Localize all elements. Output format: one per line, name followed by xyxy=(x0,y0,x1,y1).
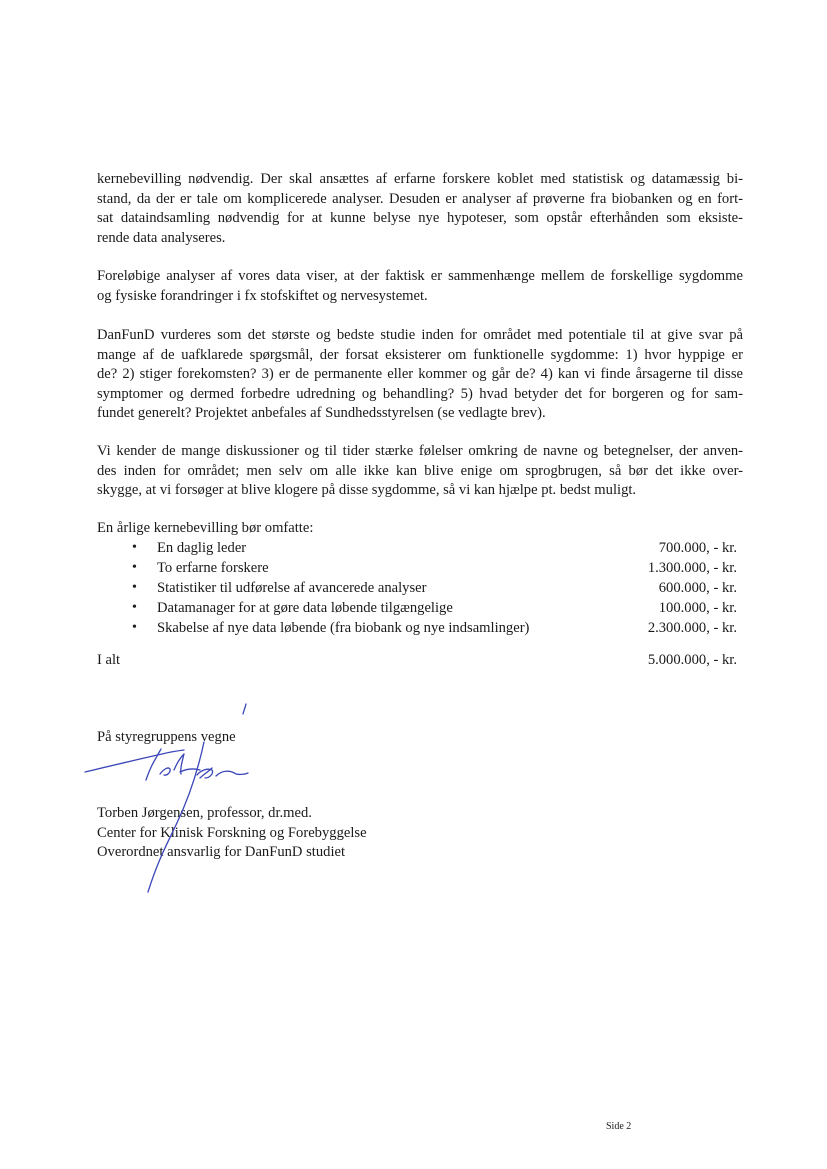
budget-item-amount: 2.300.000, - kr. xyxy=(647,620,737,636)
paragraph-preliminary-analyses xyxy=(97,267,743,306)
total-amount: 5.000.000, - kr. xyxy=(647,652,737,668)
list-item xyxy=(97,539,737,559)
budget-item-amount: 1.300.000, - kr. xyxy=(647,560,737,576)
bullet-icon: • xyxy=(132,580,137,595)
bullet-icon: • xyxy=(132,560,137,575)
text-line: DanFunD vurderes som det største og bedste studie inden for området med potentiale til at give svar på xyxy=(97,327,743,343)
list-item xyxy=(97,559,737,579)
paragraph-funding-need xyxy=(97,170,743,248)
text-line: skygge, at vi forsøger at blive klogere på disse sygdomme, så vi kan hjælpe pt. bedst muligt. xyxy=(97,482,637,498)
budget-intro: En årlige kernebevilling bør omfatte: xyxy=(97,520,314,536)
list-item xyxy=(97,579,737,599)
bullet-icon: • xyxy=(132,540,137,555)
budget-item-label: En daglig leder xyxy=(157,540,247,556)
page-number: Side 2 xyxy=(606,1121,632,1132)
budget-total xyxy=(97,651,737,671)
total-label: I alt xyxy=(97,652,121,668)
handwritten-signature xyxy=(80,700,280,900)
signatory-role: Overordnet ansvarlig for DanFunD studiet xyxy=(97,844,346,860)
text-line: Foreløbige analyser af vores data viser, at der faktisk er sammenhænge mellem de forskellige sygdomme xyxy=(97,268,743,284)
text-line: Vi kender de mange diskussioner og til tider stærke følelser omkring de navne og betegnelser, der anven- xyxy=(97,443,743,459)
bullet-icon: • xyxy=(132,620,137,635)
budget-item-label: To erfarne forskere xyxy=(157,560,269,576)
text-line: stand, da der er tale om komplicerede analyser. Desuden er analyser af prøverne fra biobanken og en fort- xyxy=(97,190,743,207)
text-line: sat dataindsamling nødvendig for at kunne belyse nye hypoteser, som opstår efterhånden som eksiste- xyxy=(97,210,743,226)
text-line: mange af de uafklarede spørgsmål, der forsat eksisterer om funktionelle sygdomme: 1) hvor hyppige er xyxy=(97,346,743,363)
list-item xyxy=(97,619,737,639)
budget-item-label: Datamanager for at gøre data løbende tilgængelige xyxy=(157,600,453,616)
budget-item-label: Statistiker til udførelse af avancerede analyser xyxy=(157,580,427,596)
budget-list xyxy=(97,539,737,639)
signatory-name: Torben Jørgensen, professor, dr.med. xyxy=(97,805,312,821)
paragraph-terminology xyxy=(97,442,743,501)
text-line: kernebevilling nødvendig. Der skal ansættes af erfarne forskere koblet med statistisk og datamæssig bi- xyxy=(97,171,743,187)
text-line: og fysiske forandringer i fx stofskiftet og nervesystemet. xyxy=(97,287,428,304)
text-line: fundet generelt? Projektet anbefales af Sundhedsstyrelsen (se vedlagte brev). xyxy=(97,405,546,421)
text-line: rende data analyseres. xyxy=(97,229,226,246)
text-line: des inden for området; men selv om alle ikke kan blive enige om sprogbrugen, så bør det ikke over- xyxy=(97,462,743,479)
budget-item-amount: 100.000, - kr. xyxy=(658,600,737,616)
text-line: de? 2) stiger forekomsten? 3) er de permanente eller kommer og går de? 4) kan vi finde årsagerne til disse xyxy=(97,366,743,382)
signoff-greeting: På styregruppens vegne xyxy=(97,729,236,745)
signatory-institution: Center for Klinisk Forskning og Forebyggelse xyxy=(97,824,367,841)
budget-item-label: Skabelse af nye data løbende (fra biobank og nye indsamlinger) xyxy=(157,620,530,636)
list-item xyxy=(97,599,737,619)
paragraph-study-potential xyxy=(97,326,743,424)
text-line: symptomer og dermed forbedre udredning og behandling? 5) hvad betyder det for borgeren og for sam- xyxy=(97,385,743,402)
bullet-icon: • xyxy=(132,600,137,615)
budget-item-amount: 700.000, - kr. xyxy=(658,540,737,556)
budget-item-amount: 600.000, - kr. xyxy=(658,580,737,596)
